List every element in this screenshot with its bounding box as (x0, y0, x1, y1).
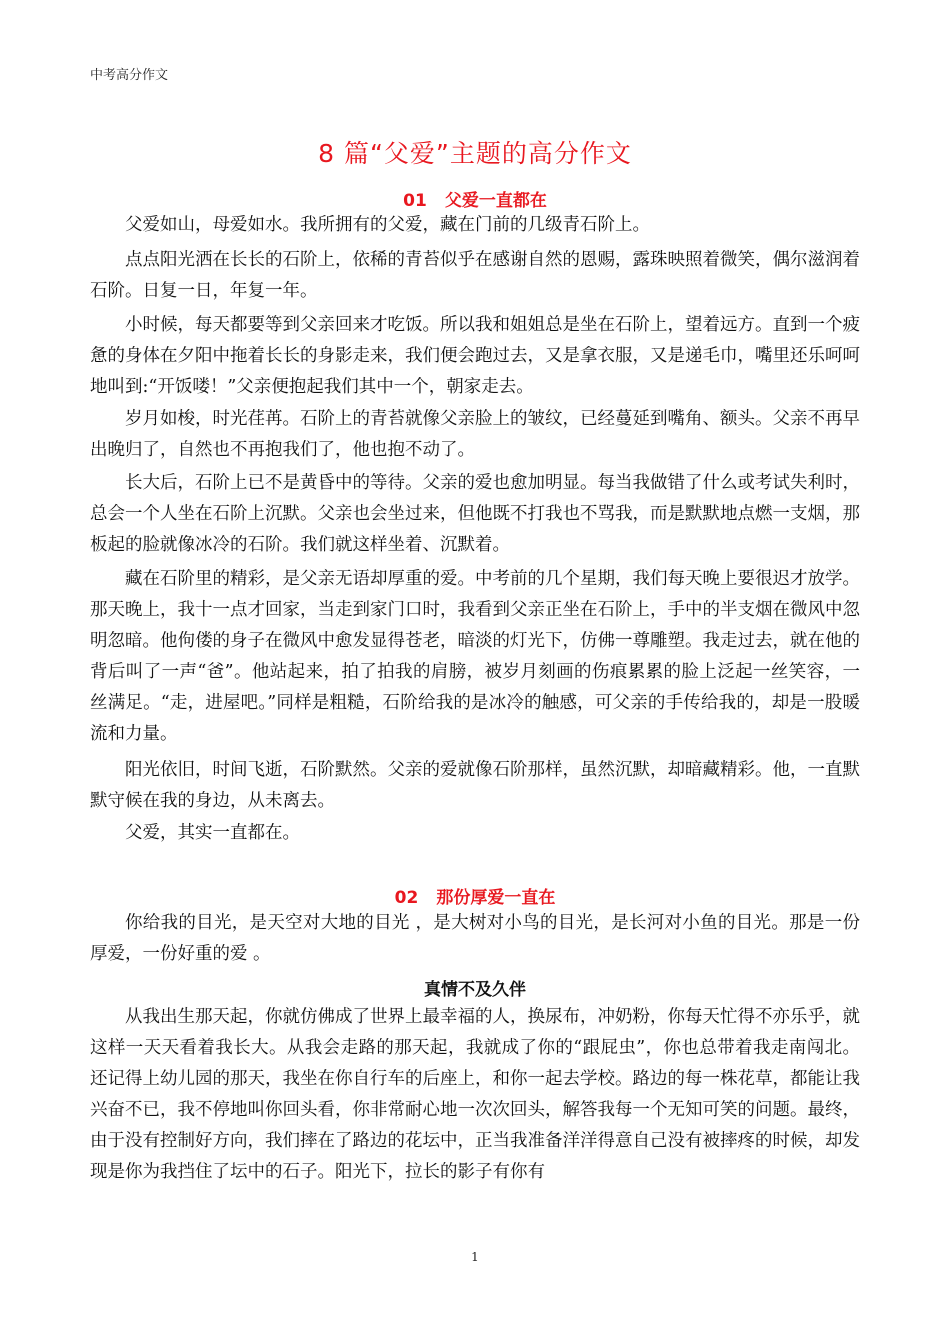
section-1-paragraph: 父爱如山，母爱如水。我所拥有的父爱，藏在门前的几级青石阶上。 (125, 215, 650, 235)
section-1-paragraph: 长大后，石阶上已不是黄昏中的等待。父亲的爱也愈加明显。每当我做错了什么或考试失利时，总会一个人坐在石阶上沉默。父亲也会坐过来，但他既不打我也不骂我，而是默默地点燃一支烟，那板起的脸就像冰冷的石阶。我们就这样坐着、沉默着。 (90, 473, 860, 555)
section-2-heading (0, 883, 950, 908)
section-1-number: 01 (403, 191, 427, 211)
section-2-subheading: 真情不及久伴 (424, 980, 526, 1000)
section-2-paragraph: 从我出生那天起，你就仿佛成了世界上最幸福的人，换尿布，冲奶粉，你每天忙得不亦乐乎，就这样一天天看着我长大。从我会走路的那天起，我就成了你的“跟屁虫”，你也总带着我走南闯北。还记得上幼儿园的那天，我坐在你自行车的后座上，和你一起去学校。路边的每一株花草，都能让我兴奋不已，我不停地叫你回头看，你非常耐心地一次次回头，解答我每一个无知可笑的问题。最终，由于没有控制好方向，我们摔在了路边的花坛中，正当我准备洋洋得意自己没有被摔疼的时候，却发现是你为我挡住了坛中的石子。阳光下，拉长的影子有你有 (90, 1007, 860, 1182)
section-2-number: 02 (394, 888, 419, 908)
document-title: 8 篇“父爱”主题的高分作文 (318, 139, 632, 168)
section-1-paragraph: 藏在石阶里的精彩，是父亲无语却厚重的爱。中考前的几个星期，我们每天晚上要很迟才放学。那天晚上，我十一点才回家，当走到家门口时，我看到父亲正坐在石阶上，手中的半支烟在微风中忽明忽暗。他佝偻的身子在微风中愈发显得苍老，暗淡的灯光下，仿佛一尊雕塑。我走过去，就在他的背后叫了一声“爸”。他站起来，拍了拍我的肩膀，被岁月刻画的伤痕累累的脸上泛起一丝笑容，一丝满足。“走，进屋吧。”同样是粗糙，石阶给我的是冰冷的触感，可父亲的手传给我的，却是一股暖流和力量。 (90, 569, 860, 744)
page-header: 中考高分作文 (90, 68, 169, 83)
section-1-paragraph: 小时候，每天都要等到父亲回来才吃饭。所以我和姐姐总是坐在石阶上，望着远方。直到一个疲惫的身体在夕阳中拖着长长的身影走来，我们便会跑过去，又是拿衣服，又是递毛巾，嘴里还乐呵呵地叫到:“开饭喽！”父亲便抱起我们其中一个，朝家走去。 (90, 315, 860, 397)
section-1-paragraph: 岁月如梭，时光荏苒。石阶上的青苔就像父亲脸上的皱纹，已经蔓延到嘴角、额头。父亲不再早出晚归了，自然也不再抱我们了，他也抱不动了。 (90, 409, 860, 460)
section-1-paragraph: 点点阳光洒在长长的石阶上，依稀的青苔似乎在感谢自然的恩赐，露珠映照着微笑，偶尔滋润着石阶。日复一日，年复一年。 (90, 250, 860, 301)
section-1-heading (0, 186, 950, 211)
section-1-paragraph: 阳光依旧，时间飞逝，石阶默然。父亲的爱就像石阶那样，虽然沉默，却暗藏精彩。他，一直默默守候在我的身边，从未离去。 (90, 760, 860, 811)
section-2-intro: 你给我的目光，是天空对大地的目光 ，是大树对小鸟的目光，是长河对小鱼的目光。那是一份厚爱，一份好重的爱 。 (90, 913, 860, 964)
page-number: 1 (471, 1250, 479, 1264)
section-1-title: 父爱一直都在 (444, 191, 547, 211)
section-2-title: 那份厚爱一直在 (436, 888, 556, 908)
section-1-paragraph: 父爱，其实一直都在。 (125, 823, 300, 843)
